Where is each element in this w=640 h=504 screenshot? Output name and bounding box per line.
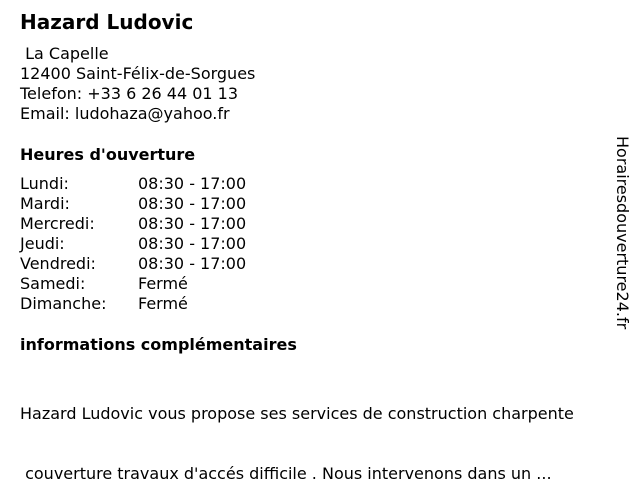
- email-line: Email: ludohaza@yahoo.fr: [20, 104, 230, 123]
- hours-time: Fermé: [138, 294, 188, 313]
- business-description: [20, 364, 620, 504]
- hours-day: Mardi:: [20, 194, 70, 213]
- hours-day: Lundi:: [20, 174, 69, 193]
- hours-day: Jeudi:: [20, 234, 65, 253]
- phone-line: Telefon: +33 6 26 44 01 13: [20, 84, 239, 103]
- hours-time: Fermé: [138, 274, 188, 293]
- hours-day: Vendredi:: [20, 254, 96, 273]
- hours-time: 08:30 - 17:00: [138, 174, 247, 193]
- address-line-1: La Capelle: [20, 44, 109, 63]
- contact-block: [20, 44, 255, 124]
- hours-time: 08:30 - 17:00: [138, 234, 247, 253]
- hours-day: Samedi:: [20, 274, 86, 293]
- hours-day: Mercredi:: [20, 214, 95, 233]
- business-name: Hazard Ludovic: [20, 10, 194, 34]
- hours-day: Dimanche:: [20, 294, 107, 313]
- additional-info-heading: informations complémentaires: [20, 335, 297, 354]
- description-line-1: Hazard Ludovic vous propose ses services de construction charpente: [20, 404, 574, 423]
- description-line-2: couverture travaux d'accés difficile . Nous intervenons dans un ...: [20, 464, 552, 483]
- hours-time: 08:30 - 17:00: [138, 254, 247, 273]
- hours-time: 08:30 - 17:00: [138, 214, 247, 233]
- address-line-2: 12400 Saint-Félix-de-Sorgues: [20, 64, 256, 83]
- site-watermark: Horairesdouverture24.fr: [613, 136, 632, 330]
- opening-hours-heading: Heures d'ouverture: [20, 145, 196, 164]
- hours-time: 08:30 - 17:00: [138, 194, 247, 213]
